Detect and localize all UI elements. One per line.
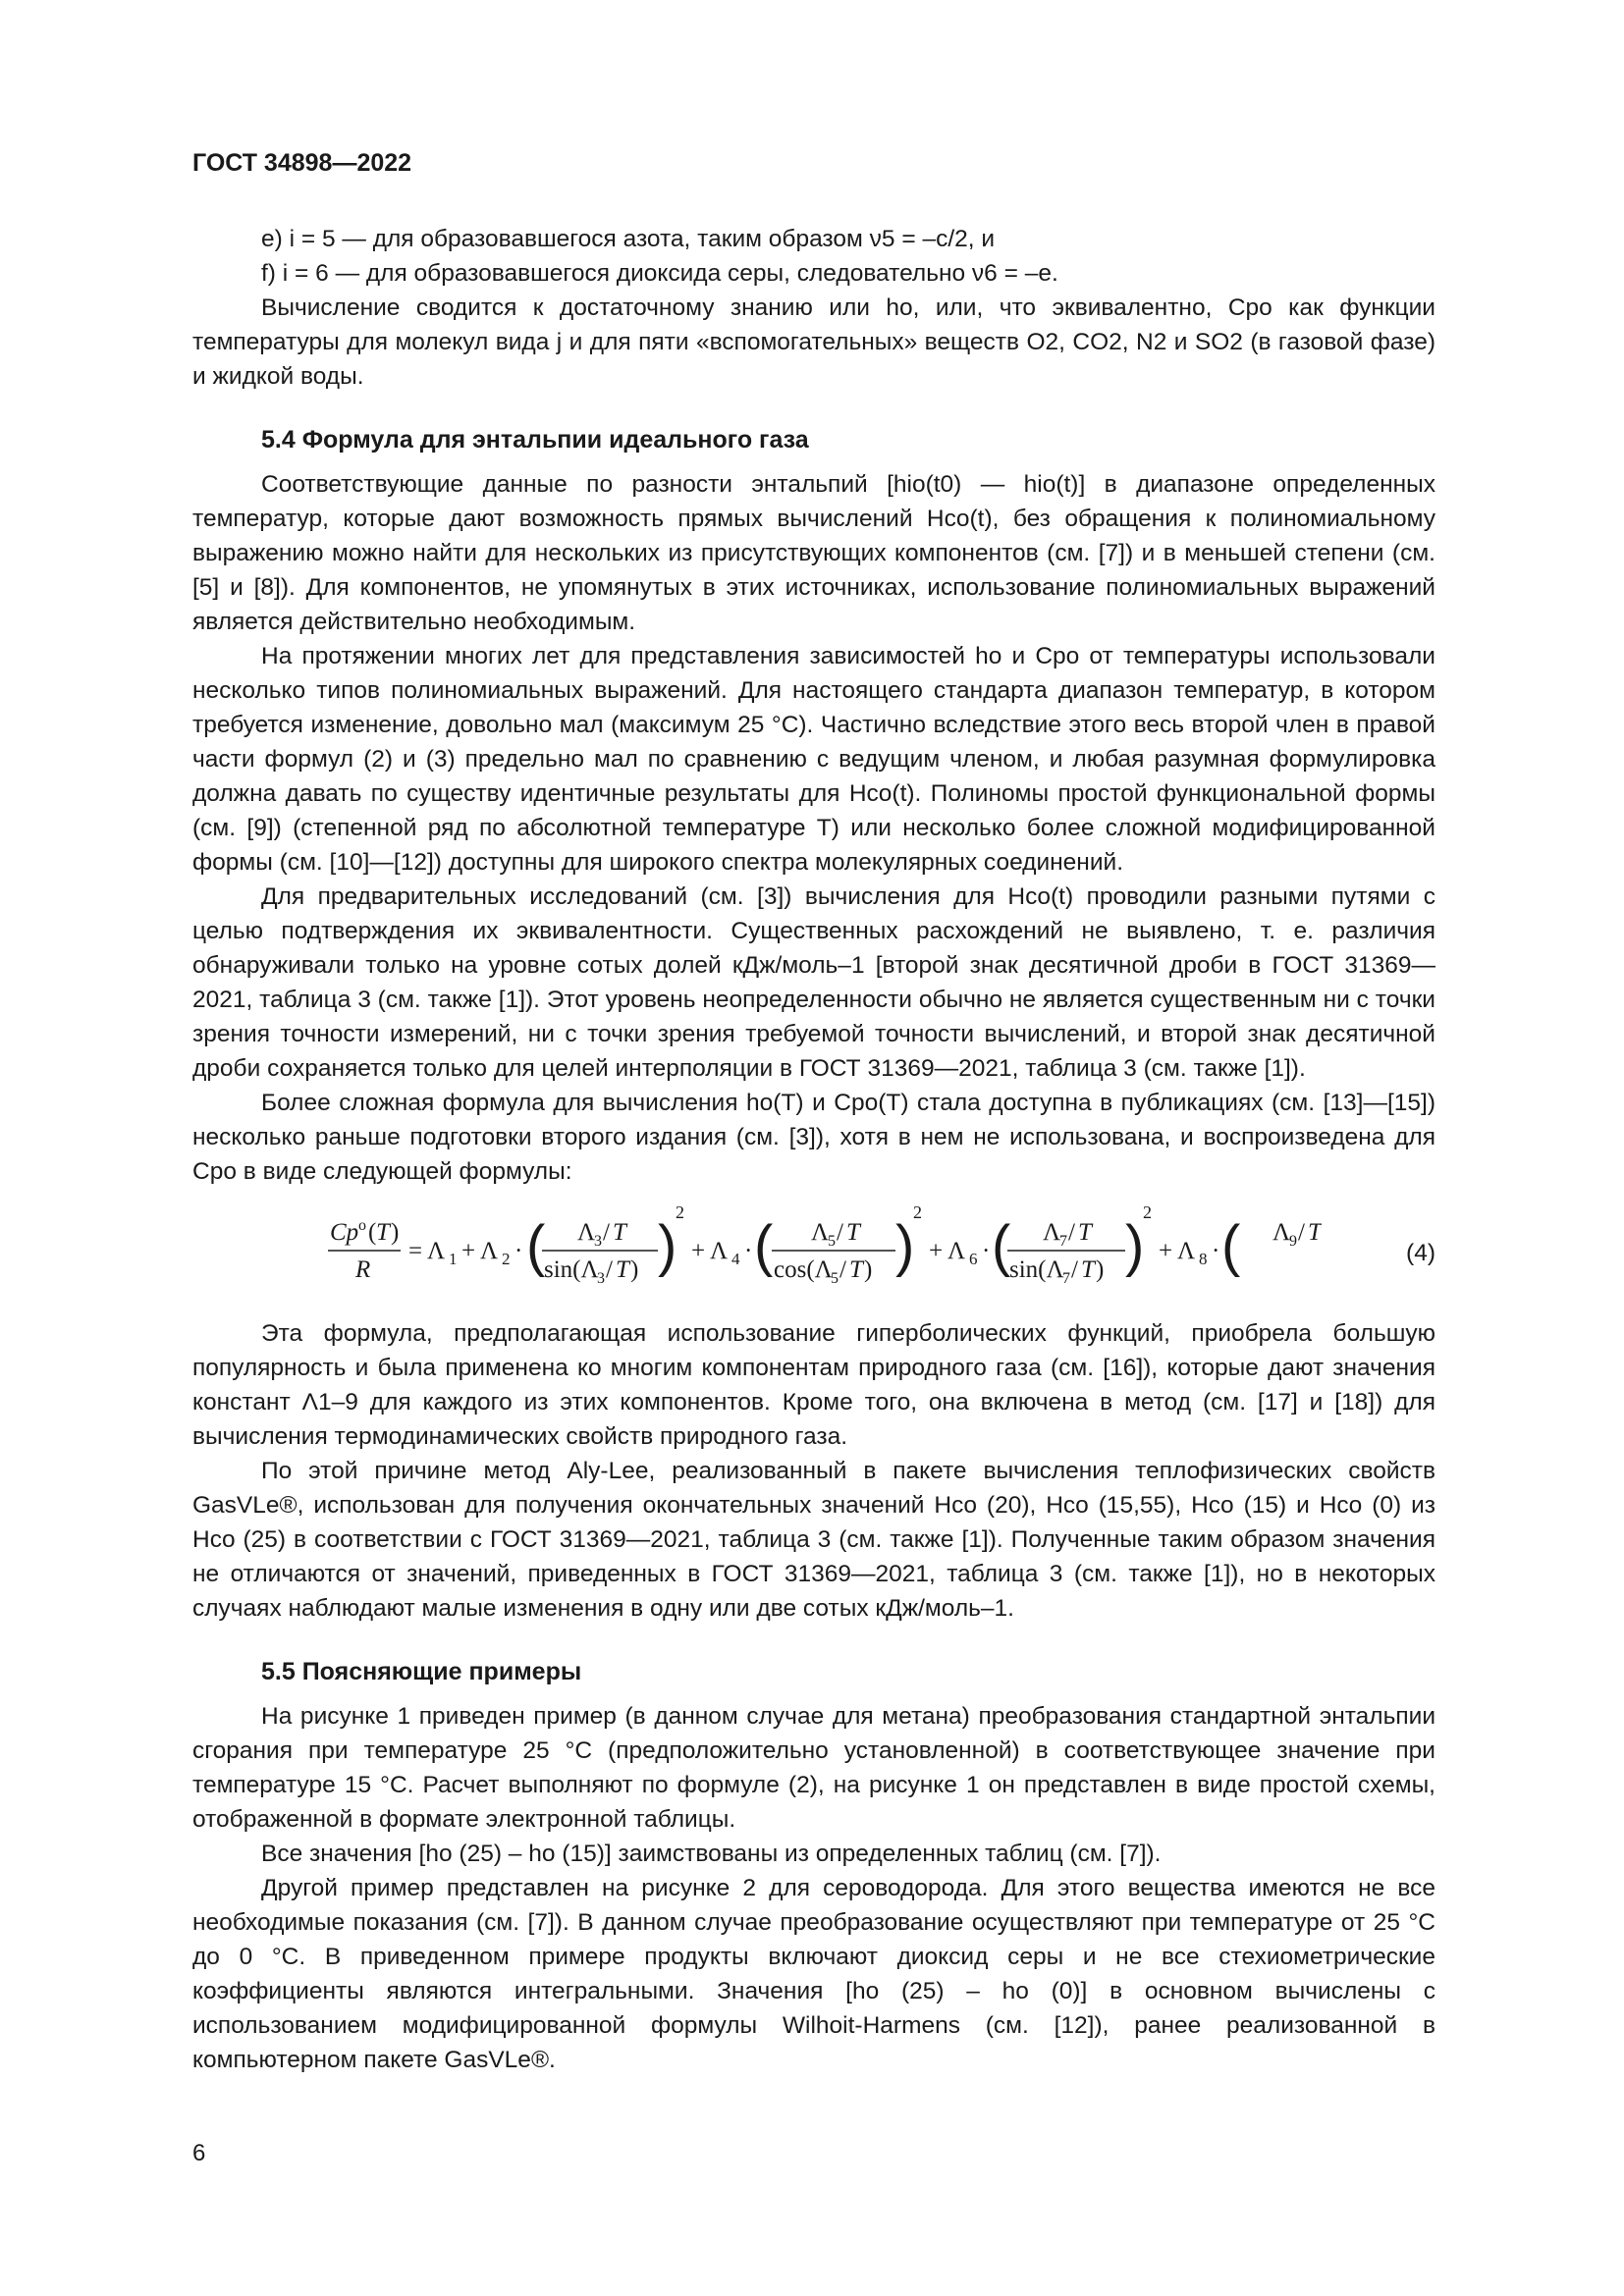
svg-text:8: 8 — [1199, 1250, 1208, 1268]
section-5-5-paragraph-3: Другой пример представлен на рисунке 2 для сероводорода. Для этого вещества имеются не все необходимые показания (см. [7]). В данном случае преобразование осуществляют при температуре от 25 °C до 0 °C. В приведенном примере продукты включают диоксид серы и не все стехиометрические коэффициенты являются интегральными. Значения [hо (25) – hо (0)] в основном вычислены с использованием модифицированной формулы Wilhoit-Harmens (см. [12]), ранее реализованной в компьютерном пакете GasVLe®. — [192, 1875, 1435, 2073]
formula-4 — [192, 1197, 1435, 1307]
svg-text:(: ( — [754, 1214, 774, 1278]
svg-text:2: 2 — [1143, 1202, 1152, 1222]
svg-text:R: R — [355, 1256, 371, 1283]
formula-number: (4) — [1406, 1240, 1435, 1266]
svg-text:): ) — [1125, 1214, 1145, 1278]
svg-text:(: ( — [526, 1214, 546, 1278]
section-5-4-paragraph-2: На протяжении многих лет для представления зависимостей hо и Cpо от температуры использовали несколько типов полиномиальных выражений. Для настоящего стандарта диапазон температур, в котором требуется изменение, довольно мал (максимум 25 °C). Частично вследствие этого весь второй член в правой части формул (2) и (3) предельно мал по сравнению с ведущим членом, и любая разумная формулировка должна давать по существу идентичные результаты для Hcо(t). Полиномы простой функциональной формы (см. [9]) (степенной ряд по абсолютной температуре T) или несколько более сложной модифицированной формы (см. [10]—[12]) доступны для широкого спектра молекулярных соединений. — [192, 643, 1435, 876]
list-item-e: e) i = 5 — для образовавшегося азота, таким образом ν5 = –c/2, и — [261, 226, 996, 252]
section-5-4-title: 5.4 Формула для энтальпии идеального газа — [261, 426, 809, 454]
formula-4-graphic — [192, 1197, 1322, 1307]
svg-text:T: T — [846, 1219, 860, 1246]
page-number: 6 — [192, 2140, 206, 2166]
section-5-4-paragraph-1: Соответствующие данные по разности энтальпий [hiо(t0) — hiо(t)] в диапазоне определенных температур, которые дают возможность прямых вычислений Hcо(t), без обращения к полиномиальному выражению можно найти для нескольких из присутствующих компонентов (см. [7]) и в меньшей степени (см. [5] и [8]). Для компонентов, не упомянутых в этих источниках, использование полиномиальных выражений является действительно необходимым. — [192, 471, 1435, 635]
svg-text:= Λ: = Λ — [408, 1238, 446, 1264]
svg-text:T: T — [1308, 1219, 1322, 1246]
section-5-4-paragraph-6: По этой причине метод Aly-Lee, реализованный в пакете вычисления теплофизических свойств GasVLe®, использован для получения окончательных значений Hcо (20), Hcо (15,55), Hcо (15) и Hcо (0) из Hcо (25) в соответствии с ГОСТ 31369—2021, таблица 3 (см. также [1]). Полученные таким образом значения не отличаются от значений, приведенных в ГОСТ 31369—2021, таблица 3 (см. также [1]), но в некоторых случаях наблюдают малые изменения в одну или две сотых кДж/моль–1. — [192, 1458, 1435, 1622]
svg-text:T: T — [1081, 1256, 1095, 1283]
svg-text:Cp: Cp — [330, 1219, 359, 1246]
svg-text:·: · — [514, 1238, 523, 1264]
svg-text:3: 3 — [597, 1270, 605, 1287]
svg-text:5: 5 — [831, 1270, 839, 1287]
svg-text:/: / — [1071, 1256, 1078, 1283]
svg-text:): ) — [630, 1256, 639, 1283]
svg-text:3: 3 — [594, 1233, 602, 1250]
svg-text:2: 2 — [676, 1202, 684, 1222]
svg-text:T: T — [376, 1219, 390, 1246]
svg-text:o: o — [358, 1217, 366, 1234]
section-5-5-paragraph-1: На рисунке 1 приведен пример (в данном случае для метана) преобразования стандартной энтальпии сгорания при температуре 25 °C (предположительно установленной) в соответствующее значение при температуре 15 °C. Расчет выполняют по формуле (2), на рисунке 1 он представлен в виде простой схемы, отображенной в формате электронной таблицы. — [192, 1703, 1435, 1833]
svg-text:Λ: Λ — [1272, 1219, 1291, 1246]
svg-text:·: · — [1212, 1238, 1220, 1264]
svg-text:4: 4 — [731, 1250, 740, 1268]
svg-text:): ) — [864, 1256, 873, 1283]
svg-text:T: T — [616, 1256, 629, 1283]
svg-text:7: 7 — [1062, 1270, 1070, 1287]
svg-text:Λ: Λ — [577, 1219, 596, 1246]
svg-text:T: T — [849, 1256, 863, 1283]
svg-text:+ Λ: + Λ — [461, 1238, 499, 1264]
svg-text:/: / — [1298, 1219, 1305, 1246]
svg-text:): ) — [658, 1214, 677, 1278]
svg-text:7: 7 — [1059, 1233, 1067, 1250]
svg-text:+ Λ: + Λ — [1159, 1238, 1196, 1264]
svg-text:·: · — [982, 1238, 991, 1264]
svg-text:/: / — [837, 1219, 843, 1246]
svg-text:·: · — [744, 1238, 753, 1264]
section-5-5-title: 5.5 Поясняющие примеры — [261, 1658, 582, 1685]
section-5-4-paragraph-4: Более сложная формула для вычисления hо(T) и Cpо(T) стала доступна в публикациях (см. [13]—[15]) несколько раньше подготовки второго издания (см. [3]), хотя в нем не использована, и воспроизведена для Cpо в виде следующей формулы: — [192, 1090, 1435, 1185]
svg-text:/: / — [1068, 1219, 1075, 1246]
svg-text:cos(Λ: cos(Λ — [774, 1256, 833, 1283]
svg-text:2: 2 — [913, 1202, 922, 1222]
svg-text:Λ: Λ — [811, 1219, 830, 1246]
svg-text:/: / — [603, 1219, 610, 1246]
svg-text:9: 9 — [1289, 1233, 1297, 1250]
svg-text:+ Λ: + Λ — [929, 1238, 966, 1264]
svg-text:(: ( — [992, 1214, 1011, 1278]
section-5-4-paragraph-5: Эта формула, предполагающая использование гиперболических функций, приобрела большую популярность и была применена ко многим компонентам природного газа (см. [16]), которые дают значения констант Λ1–9 для каждого из этих компонентов. Кроме того, она включена в метод (см. [17] и [18]) для вычисления термодинамических свойств природного газа. — [192, 1320, 1435, 1450]
svg-text:T: T — [1078, 1219, 1092, 1246]
list-item-f: f) i = 6 — для образовавшегося диоксида серы, следовательно ν6 = –e. — [261, 260, 1058, 287]
svg-text:(: ( — [1221, 1214, 1241, 1278]
svg-text:(: ( — [368, 1219, 377, 1246]
paragraph-intro: Вычисление сводится к достаточному знанию или hо, или, что эквивалентно, Cpо как функции температуры для молекул вида j и для пяти «вспомогательных» веществ O2, CO2, N2 и SO2 (в газовой фазе) и жидкой воды. — [192, 294, 1435, 390]
svg-text:/: / — [606, 1256, 613, 1283]
svg-text:): ) — [895, 1214, 915, 1278]
svg-text:sin(Λ: sin(Λ — [544, 1256, 599, 1283]
document-body — [192, 222, 1435, 2077]
svg-text:sin(Λ: sin(Λ — [1009, 1256, 1064, 1283]
svg-text:/: / — [839, 1256, 846, 1283]
svg-text:6: 6 — [969, 1250, 978, 1268]
svg-text:2: 2 — [502, 1250, 511, 1268]
svg-text:): ) — [391, 1219, 400, 1246]
svg-text:): ) — [1096, 1256, 1105, 1283]
section-5-4-paragraph-3: Для предварительных исследований (см. [3]) вычисления для Hcо(t) проводили разными путями с целью подтверждения их эквивалентности. Существенных расхождений не выявлено, т. е. различия обнаруживали только на уровне сотых долей кДж/моль–1 [второй знак десятичной дроби в ГОСТ 31369—2021, таблица 3 (см. также [1]). Этот уровень неопределенности обычно не является существенным ни с точки зрения точности измерений, ни с точки зрения требуемой точности вычислений, и второй знак десятичной дроби сохраняется только для целей интерполяции в ГОСТ 31369—2021, таблица 3 (см. также [1]). — [192, 883, 1435, 1082]
svg-text:1: 1 — [449, 1250, 458, 1268]
svg-text:T: T — [613, 1219, 626, 1246]
section-5-5-paragraph-2: Все значения [hо (25) – hо (15)] заимствованы из определенных таблиц (см. [7]). — [261, 1841, 1162, 1867]
svg-text:5: 5 — [828, 1233, 836, 1250]
svg-text:Λ: Λ — [1043, 1219, 1061, 1246]
page-header: ГОСТ 34898—2022 — [192, 149, 412, 177]
svg-text:+ Λ: + Λ — [691, 1238, 729, 1264]
